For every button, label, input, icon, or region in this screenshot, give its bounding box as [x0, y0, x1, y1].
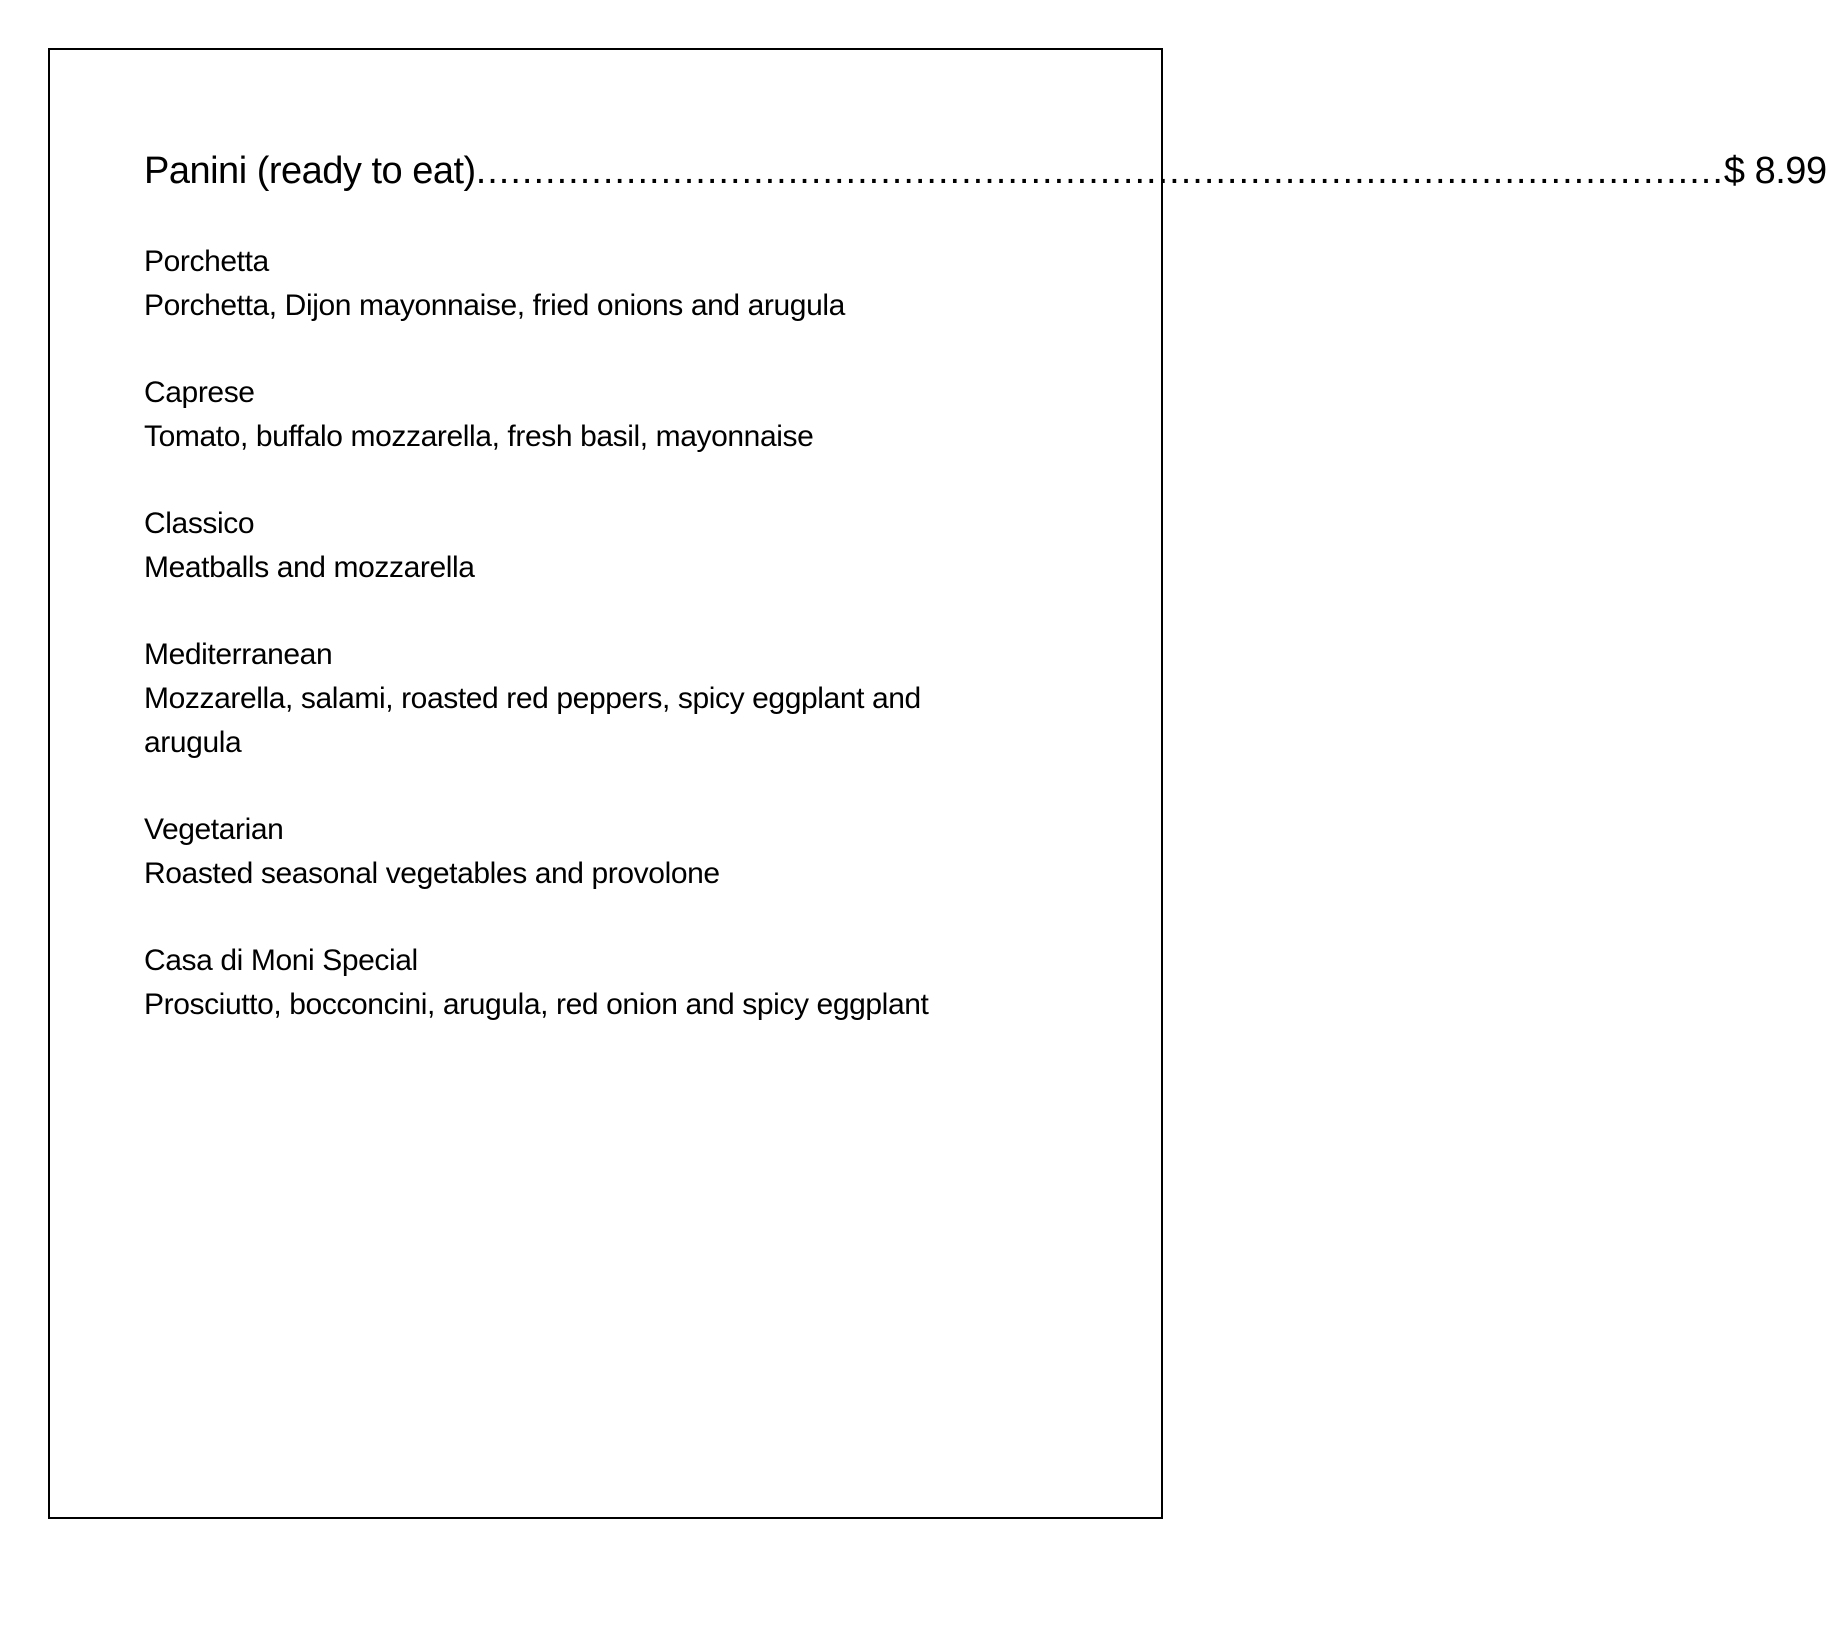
menu-item-name: Caprese: [144, 376, 255, 409]
menu-item: [144, 240, 1044, 328]
section-header: [144, 145, 1827, 197]
section-title: Panini (ready to eat): [144, 150, 476, 192]
menu-item-name: Casa di Moni Special: [144, 944, 418, 977]
menu-item-description: Mozzarella, salami, roasted red peppers, spicy eggplant and arugula: [144, 682, 921, 759]
menu-item: [144, 939, 1044, 1027]
menu-items-list: [144, 240, 1044, 1027]
menu-item: [144, 502, 1044, 590]
menu-item-name: Mediterranean: [144, 638, 333, 671]
menu-item-description: Roasted seasonal vegetables and provolone: [144, 857, 720, 890]
menu-item: [144, 371, 1044, 459]
menu-page: [144, 145, 1827, 1070]
menu-item-name: Porchetta: [144, 245, 269, 278]
menu-item: [144, 808, 1044, 896]
dot-leader: ............................................................................................................: [475, 150, 1724, 192]
menu-item-description: Prosciutto, bocconcini, arugula, red onion and spicy eggplant: [144, 988, 929, 1021]
menu-item-description: Meatballs and mozzarella: [144, 551, 475, 584]
menu-item-description: Porchetta, Dijon mayonnaise, fried onions and arugula: [144, 289, 845, 322]
section-price: $ 8.99: [1723, 150, 1827, 192]
menu-item-name: Classico: [144, 507, 255, 540]
menu-item: [144, 633, 1044, 765]
menu-item-description: Tomato, buffalo mozzarella, fresh basil, mayonnaise: [144, 420, 814, 453]
menu-item-name: Vegetarian: [144, 813, 284, 846]
